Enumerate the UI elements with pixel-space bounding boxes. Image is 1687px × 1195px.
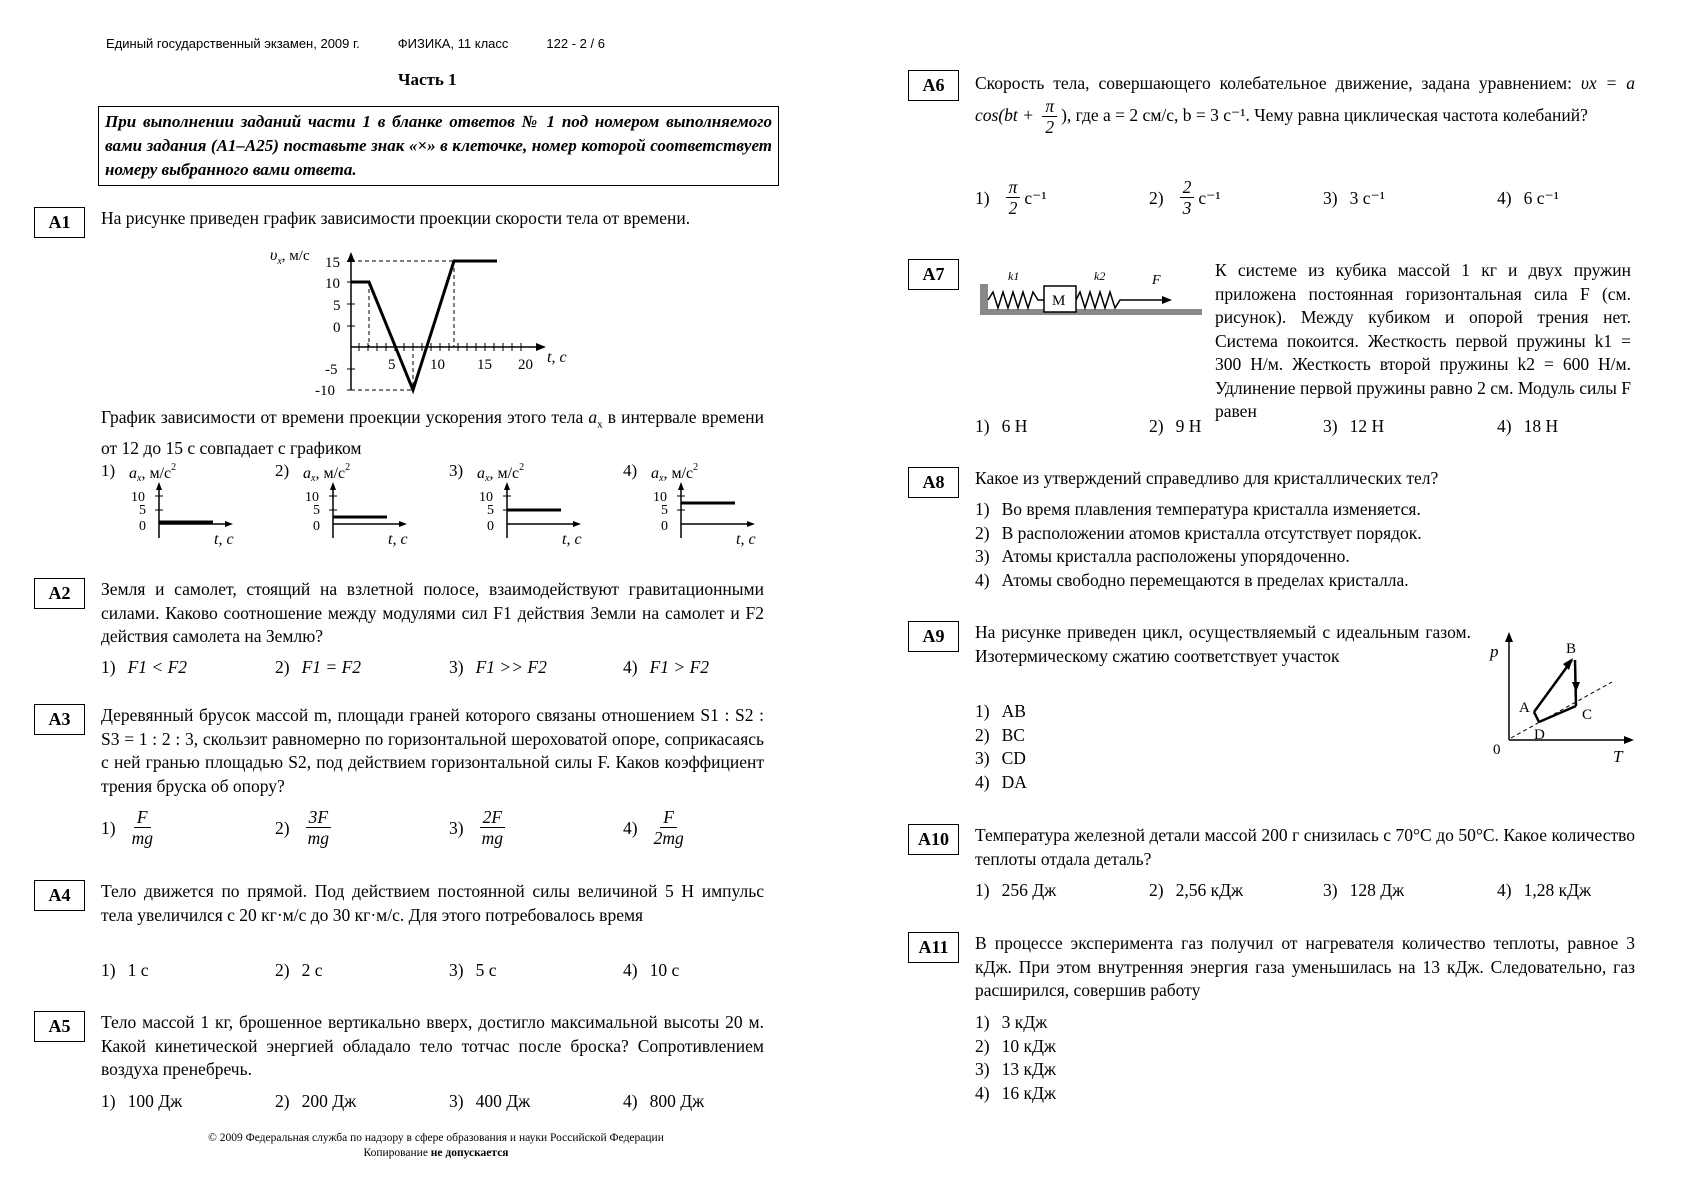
a5-option-3[interactable] — [449, 1091, 623, 1112]
graph-x-tick-10: 10 — [430, 357, 445, 373]
a1-option-graph-3[interactable] — [449, 458, 599, 548]
segment-cd — [1539, 706, 1576, 722]
a7-option-1[interactable] — [975, 416, 1149, 437]
a4-option-3[interactable] — [449, 960, 623, 981]
a2-option-2[interactable] — [275, 657, 449, 678]
option-value: 6 с⁻¹ — [1523, 187, 1559, 208]
option-value: 1,28 кДж — [1523, 880, 1592, 900]
option-value: DA — [1001, 771, 1027, 792]
a3-option-2[interactable] — [275, 808, 449, 848]
mini-tick-10: 10 — [305, 490, 319, 505]
fraction — [480, 808, 505, 848]
part-title: Часть 1 — [398, 70, 457, 89]
a9-option-4[interactable] — [975, 771, 1027, 795]
k2-label: k2 — [1094, 269, 1106, 283]
question-text-a10: Температура железной детали массой 200 г снизилась с 70°C до 50°C. Какое количество теплоты отдала деталь? — [975, 825, 1635, 869]
a5-option-4[interactable] — [623, 1091, 797, 1112]
a3-options — [101, 808, 797, 848]
option-number: 1) — [101, 960, 116, 980]
fraction-numerator: π — [1006, 178, 1021, 198]
question-text-a2: Земля и самолет, стоящий на взлетной полосе, взаимодействуют гравитационными силами. Каково соотношение между модулями сил F1 действия Земли на самолет и F2 действия самолета на Землю? — [101, 579, 764, 646]
segment-ab — [1534, 660, 1572, 712]
a6-formula-a: υx = a cos(bt + — [975, 73, 1636, 126]
option-number: 4) — [975, 1082, 990, 1103]
option-value: 12 Н — [1349, 416, 1385, 436]
p-axis-arrow — [1505, 632, 1513, 642]
fraction — [654, 808, 684, 848]
option-number: 1) — [101, 461, 116, 480]
a11-option-4[interactable] — [975, 1082, 1056, 1106]
question-text-a1-part2 — [101, 406, 764, 461]
option-value: 9 Н — [1175, 416, 1202, 436]
a6-options — [975, 178, 1671, 218]
option-number: 2) — [275, 817, 290, 838]
graph-y-tick-15: 15 — [325, 255, 340, 271]
graph-x-tick-20: 20 — [518, 357, 533, 373]
option-unit: с⁻¹ — [1198, 187, 1221, 208]
option-number: 3) — [449, 461, 464, 480]
mini-tick-0: 0 — [139, 519, 146, 534]
graph-y-label — [270, 250, 310, 267]
option-value: F1 > F2 — [649, 657, 710, 677]
question-number-a11: A11 — [908, 932, 959, 963]
graph-y-tick-5: 5 — [333, 298, 341, 314]
mini-x-label: t, с — [388, 531, 408, 548]
option-value: F1 < F2 — [127, 657, 188, 677]
option-value: 10 с — [649, 960, 680, 980]
a10-option-1[interactable] — [975, 880, 1149, 901]
fraction-numerator: F — [660, 808, 677, 828]
mini-label: ax, $м/c^2$ — [477, 462, 525, 484]
option-value: 2,56 кДж — [1175, 880, 1244, 900]
mini-label: ax, $м/c^2$ — [129, 462, 177, 484]
point-d-label: D — [1534, 727, 1545, 743]
mini-x-label: t, с — [562, 531, 582, 548]
a6-text-a: Скорость тела, совершающего колебательное движение, задана уравнением: — [975, 73, 1581, 93]
fraction-numerator: π — [1042, 97, 1057, 117]
mini-label: ax, $м/c^2$ — [303, 462, 351, 484]
option-value: 800 Дж — [649, 1091, 705, 1111]
a6-formula-b: ), где a = 2 см/с, b = 3 с⁻¹. Чему равна циклическая частота колебаний? — [1061, 105, 1588, 126]
floor — [980, 309, 1202, 315]
question-text-a3: Деревянный брусок массой m, площади граней которого связаны отношением S1 : S2 : S3 = 1 : 2 : 3, скользит равномерно по горизонтальной шероховатой опоре, соприкасаясь с ней гранью площадью S2, под действием горизонтальной силы F. Каков коэффициент трения бруска об опору? — [101, 705, 764, 796]
option-value: 6 Н — [1001, 416, 1028, 436]
option-number: 4) — [623, 817, 638, 838]
question-number-a6: A6 — [908, 70, 959, 101]
option-value: 13 кДж — [1001, 1059, 1056, 1079]
option-number: 2) — [975, 522, 990, 543]
origin-label: 0 — [1493, 742, 1501, 758]
page-code: 122 - 2 / 6 — [546, 36, 605, 51]
wall — [980, 284, 988, 314]
a6-option-4[interactable] — [1497, 178, 1671, 218]
a4-options — [101, 960, 797, 981]
mini-tick-5: 5 — [139, 503, 146, 518]
option-number: 1) — [975, 187, 990, 208]
graph-x-tick-15: 15 — [477, 357, 492, 373]
a3-option-4[interactable] — [623, 808, 797, 848]
page-header — [106, 36, 605, 51]
mini-x-arrow — [399, 521, 407, 527]
a10-option-2[interactable] — [1149, 880, 1323, 901]
a9-options — [975, 700, 1027, 794]
option-value: F1 >> F2 — [475, 657, 547, 677]
copy-notice-a: Копирование — [363, 1147, 431, 1159]
a7-option-4[interactable] — [1497, 416, 1671, 437]
a2-option-4[interactable] — [623, 657, 797, 678]
option-number: 2) — [1149, 416, 1164, 436]
question-text-a5: Тело массой 1 кг, брошенное вертикально вверх, достигло максимальной высоты 20 м. Какой кинетической энергией обладало тело тотчас после броска? Сопротивлением воздуха пренебречь. — [101, 1012, 764, 1079]
question-text-a9: На рисунке приведен цикл, осуществляемый с идеальным газом. Изотермическому сжатию соответствует участок — [975, 622, 1471, 666]
a7-option-3[interactable] — [1323, 416, 1497, 437]
option-number: 4) — [975, 771, 990, 792]
a2-option-3[interactable] — [449, 657, 623, 678]
a1-text2-b: в интервале времени от 12 до 15 с совпадает с графиком — [101, 407, 764, 458]
question-number-a9: A9 — [908, 621, 959, 652]
a6-option-3[interactable] — [1323, 178, 1497, 218]
fraction-denominator: 2mg — [653, 828, 684, 848]
mini-tick-5: 5 — [487, 503, 494, 518]
p-label: p — [1490, 642, 1499, 661]
option-number: 1) — [975, 416, 990, 436]
k1-label: k1 — [1008, 269, 1020, 283]
a11-option-3[interactable] — [975, 1058, 1056, 1082]
option-number: 2) — [275, 960, 290, 980]
option-number: 3) — [975, 546, 990, 566]
copy-notice-b: не допускается — [430, 1147, 509, 1159]
fraction — [1006, 178, 1021, 218]
a7-option-2[interactable] — [1149, 416, 1323, 437]
option-value: 3 кДж — [1001, 1012, 1048, 1032]
question-number-a1: A1 — [34, 207, 85, 238]
mini-x-arrow — [747, 521, 755, 527]
a1-option-graph-4[interactable] — [623, 458, 773, 548]
segment-da — [1534, 712, 1539, 722]
fraction-denominator: mg — [131, 828, 153, 848]
option-value: 3 с⁻¹ — [1349, 187, 1385, 208]
option-value: Во время плавления температура кристалла изменяется. — [1001, 499, 1421, 519]
a11-options — [975, 1011, 1056, 1105]
fraction-denominator: mg — [307, 828, 329, 848]
spring-2 — [1076, 292, 1125, 308]
a6-option-2[interactable] — [1149, 178, 1323, 218]
a10-option-4[interactable] — [1497, 880, 1671, 901]
mini-tick-0: 0 — [313, 519, 320, 534]
option-value: AB — [1001, 701, 1026, 721]
option-number: 4) — [1497, 187, 1512, 208]
a9-option-2[interactable] — [975, 724, 1027, 748]
a4-option-1[interactable] — [101, 960, 275, 981]
mini-x-label: t, с — [214, 531, 234, 548]
option-number: 2) — [275, 461, 290, 480]
option-value: F1 = F2 — [301, 657, 362, 677]
option-value: 10 кДж — [1001, 1035, 1056, 1056]
option-value: 1 с — [127, 960, 149, 980]
graph-y-label-sub: x — [277, 256, 282, 267]
option-value: В расположении атомов кристалла отсутствует порядок. — [1001, 522, 1422, 543]
spring-system-figure — [980, 262, 1202, 322]
option-value: 2 с — [301, 960, 323, 980]
option-number: 4) — [623, 657, 638, 677]
option-number: 2) — [275, 657, 290, 677]
mini-x-arrow — [573, 521, 581, 527]
option-number: 1) — [975, 499, 990, 519]
option-number: 2) — [975, 724, 990, 745]
mini-y-arrow — [504, 482, 510, 490]
option-value: 200 Дж — [301, 1091, 357, 1111]
option-value: 18 Н — [1523, 416, 1559, 436]
option-value: Атомы кристалла расположены упорядоченно. — [1001, 546, 1350, 566]
option-number: 3) — [1323, 416, 1338, 436]
a7-text: К системе из кубика массой 1 кг и двух пружин приложена постоянная горизонтальная сила F (см. рисунок). Между кубиком и опорой трения нет. Система покоится. Жесткость первой пружины k1 = 300 Н/м. Жесткость второй пружины k2 = 600 Н/м. Удлинение первой пружины равно 2 см. Модуль силы F равен — [1215, 260, 1631, 421]
a1-text2-a: График зависимости от времени проекции ускорения этого тела — [101, 407, 589, 427]
question-number-a8: A8 — [908, 467, 959, 498]
option-number: 2) — [1149, 187, 1164, 208]
option-number: 4) — [623, 461, 638, 480]
option-number: 3) — [449, 817, 464, 838]
instruction-box: При выполнении заданий части 1 в бланке ответов № 1 под номером выполняемого вами задания (А1–А25) поставьте знак «×» в клеточке, номер которой соответствует номеру выбранного вами ответа. — [98, 106, 779, 186]
graph-y-label-var: υ — [270, 250, 278, 264]
copyright-line: © 2009 Федеральная служба по надзору в сфере образования и науки Российской Федерации — [208, 1132, 664, 1144]
a1-option-graph-1[interactable] — [101, 458, 251, 548]
option-number: 1) — [101, 657, 116, 677]
point-a-label: A — [1519, 700, 1530, 716]
a3-option-3[interactable] — [449, 808, 623, 848]
a1-text2-sub: x — [597, 418, 603, 431]
a6-option-1[interactable] — [975, 178, 1149, 218]
a9-option-1[interactable] — [975, 700, 1027, 724]
a4-option-2[interactable] — [275, 960, 449, 981]
subject-title: ФИЗИКА, 11 класс — [397, 36, 509, 51]
option-number: 1) — [975, 1012, 990, 1032]
fraction — [306, 808, 331, 848]
question-number-a2: A2 — [34, 578, 85, 609]
force-arrow-head — [1162, 296, 1172, 304]
a3-option-1[interactable] — [101, 808, 275, 848]
mini-tick-5: 5 — [313, 503, 320, 518]
option-number: 1) — [975, 880, 990, 900]
a8-option-3[interactable] — [975, 545, 1422, 569]
graph-y-tick-10: 10 — [325, 276, 340, 292]
option-value: BC — [1001, 724, 1025, 745]
graph-y-tick-m10: -10 — [315, 383, 335, 398]
a5-options — [101, 1091, 797, 1112]
option-number: 4) — [1497, 416, 1512, 436]
copyright-footer — [168, 1131, 704, 1161]
option-value: 256 Дж — [1001, 880, 1057, 900]
option-number: 1) — [101, 817, 116, 838]
a4-option-4[interactable] — [623, 960, 797, 981]
graph-x-label: t, с — [547, 349, 567, 366]
a8-option-4[interactable] — [975, 569, 1422, 593]
a2-option-1[interactable] — [101, 657, 275, 678]
option-number: 3) — [1323, 187, 1338, 208]
option-number: 1) — [975, 701, 990, 721]
mass-label: M — [1052, 293, 1066, 309]
mini-tick-10: 10 — [653, 490, 667, 505]
option-number: 2) — [975, 1035, 990, 1056]
a8-options — [975, 498, 1422, 592]
pt-cycle-diagram — [1487, 630, 1637, 765]
option-value: 16 кДж — [1001, 1082, 1056, 1103]
point-c-label: C — [1582, 707, 1593, 723]
question-number-a10: A10 — [908, 824, 959, 855]
question-text-a6 — [975, 70, 1635, 137]
graph-y-label-unit: , м/с — [281, 250, 310, 264]
a1-text2-var: a — [588, 407, 598, 427]
option-value: Атомы свободно перемещаются в пределах кристалла. — [1001, 569, 1409, 590]
option-number: 4) — [623, 960, 638, 980]
option-number: 4) — [623, 1091, 638, 1111]
mini-y-arrow — [330, 482, 336, 490]
fraction-denominator: 2 — [1045, 117, 1055, 137]
question-text-a1: На рисунке приведен график зависимости проекции скорости тела от времени. — [101, 208, 691, 228]
option-number: 3) — [975, 1059, 990, 1079]
a5-option-1[interactable] — [101, 1091, 275, 1112]
graph-x-arrow — [536, 343, 546, 351]
question-number-a7: A7 — [908, 259, 959, 290]
t-label: T — [1613, 747, 1623, 765]
option-number: 3) — [449, 960, 464, 980]
a9-option-3[interactable] — [975, 747, 1027, 771]
option-number: 1) — [101, 1091, 116, 1111]
velocity-graph — [270, 250, 570, 398]
fraction-numerator: 2 — [1180, 178, 1195, 198]
a5-option-2[interactable] — [275, 1091, 449, 1112]
a11-option-1[interactable] — [975, 1011, 1056, 1035]
a8-option-2[interactable] — [975, 522, 1422, 546]
a2-options — [101, 657, 797, 678]
fraction-denominator: 2 — [1008, 198, 1018, 218]
fraction-numerator: 3F — [306, 808, 331, 828]
option-number: 2) — [1149, 880, 1164, 900]
mini-tick-10: 10 — [131, 490, 145, 505]
fraction — [1180, 178, 1195, 218]
a10-option-3[interactable] — [1323, 880, 1497, 901]
copy-notice — [168, 1146, 704, 1161]
velocity-line — [351, 261, 497, 390]
fraction-numerator: F — [134, 808, 151, 828]
a8-option-1[interactable] — [975, 498, 1422, 522]
segment-bc-arrow — [1572, 682, 1580, 692]
a1-options — [101, 458, 765, 548]
mini-x-arrow — [225, 521, 233, 527]
mini-tick-0: 0 — [487, 519, 494, 534]
option-value: 100 Дж — [127, 1091, 183, 1111]
t-axis-arrow — [1624, 736, 1634, 744]
force-label: F — [1152, 273, 1161, 288]
question-number-a3: A3 — [34, 704, 85, 735]
point-b-label: B — [1566, 641, 1577, 657]
mini-y-arrow — [678, 482, 684, 490]
a6-formula-fraction — [1042, 97, 1057, 137]
spring-1 — [988, 292, 1044, 308]
fraction — [132, 808, 153, 848]
a11-option-2[interactable] — [975, 1035, 1056, 1059]
a10-options — [975, 880, 1671, 901]
mini-tick-5: 5 — [661, 503, 668, 518]
option-number: 2) — [275, 1091, 290, 1111]
graph-y-tick-m5: -5 — [325, 362, 338, 378]
option-number: 4) — [1497, 880, 1512, 900]
exam-title: Единый государственный экзамен, 2009 г. — [106, 36, 360, 51]
option-unit: с⁻¹ — [1024, 187, 1047, 208]
option-value: 128 Дж — [1349, 880, 1405, 900]
mini-y-arrow — [156, 482, 162, 490]
graph-x-tick-5: 5 — [388, 357, 396, 373]
option-number: 3) — [975, 748, 990, 768]
a1-option-graph-2[interactable] — [275, 458, 425, 548]
question-text-a11: В процессе эксперимента газ получил от нагревателя количество теплоты, равное 3 кДж. При этом внутренняя энергия газа уменьшилась на 13 кДж. Следовательно, газ расширился, совершив работу — [975, 933, 1635, 1000]
option-number: 4) — [975, 569, 990, 590]
option-value: 5 с — [475, 960, 497, 980]
question-number-a4: A4 — [34, 880, 85, 911]
fraction-numerator: 2F — [480, 808, 505, 828]
a7-options — [975, 416, 1671, 437]
mini-tick-0: 0 — [661, 519, 668, 534]
option-number: 3) — [449, 1091, 464, 1111]
option-number: 3) — [449, 657, 464, 677]
option-value: CD — [1001, 748, 1026, 768]
question-text-a7 — [1215, 259, 1631, 424]
fraction-denominator: 3 — [1182, 198, 1192, 218]
option-value: 400 Дж — [475, 1091, 531, 1111]
mini-tick-10: 10 — [479, 490, 493, 505]
question-number-a5: A5 — [34, 1011, 85, 1042]
mini-label: ax, $м/c^2$ — [651, 462, 699, 484]
fraction-denominator: mg — [481, 828, 503, 848]
question-text-a8: Какое из утверждений справедливо для кристаллических тел? — [975, 468, 1439, 488]
option-number: 3) — [1323, 880, 1338, 900]
graph-y-tick-0: 0 — [333, 320, 341, 336]
question-text-a4: Тело движется по прямой. Под действием постоянной силы величиной 5 Н импульс тела увеличился с 20 кг·м/с до 30 кг·м/с. Для этого потребовалось время — [101, 881, 764, 925]
mini-x-label: t, с — [736, 531, 756, 548]
